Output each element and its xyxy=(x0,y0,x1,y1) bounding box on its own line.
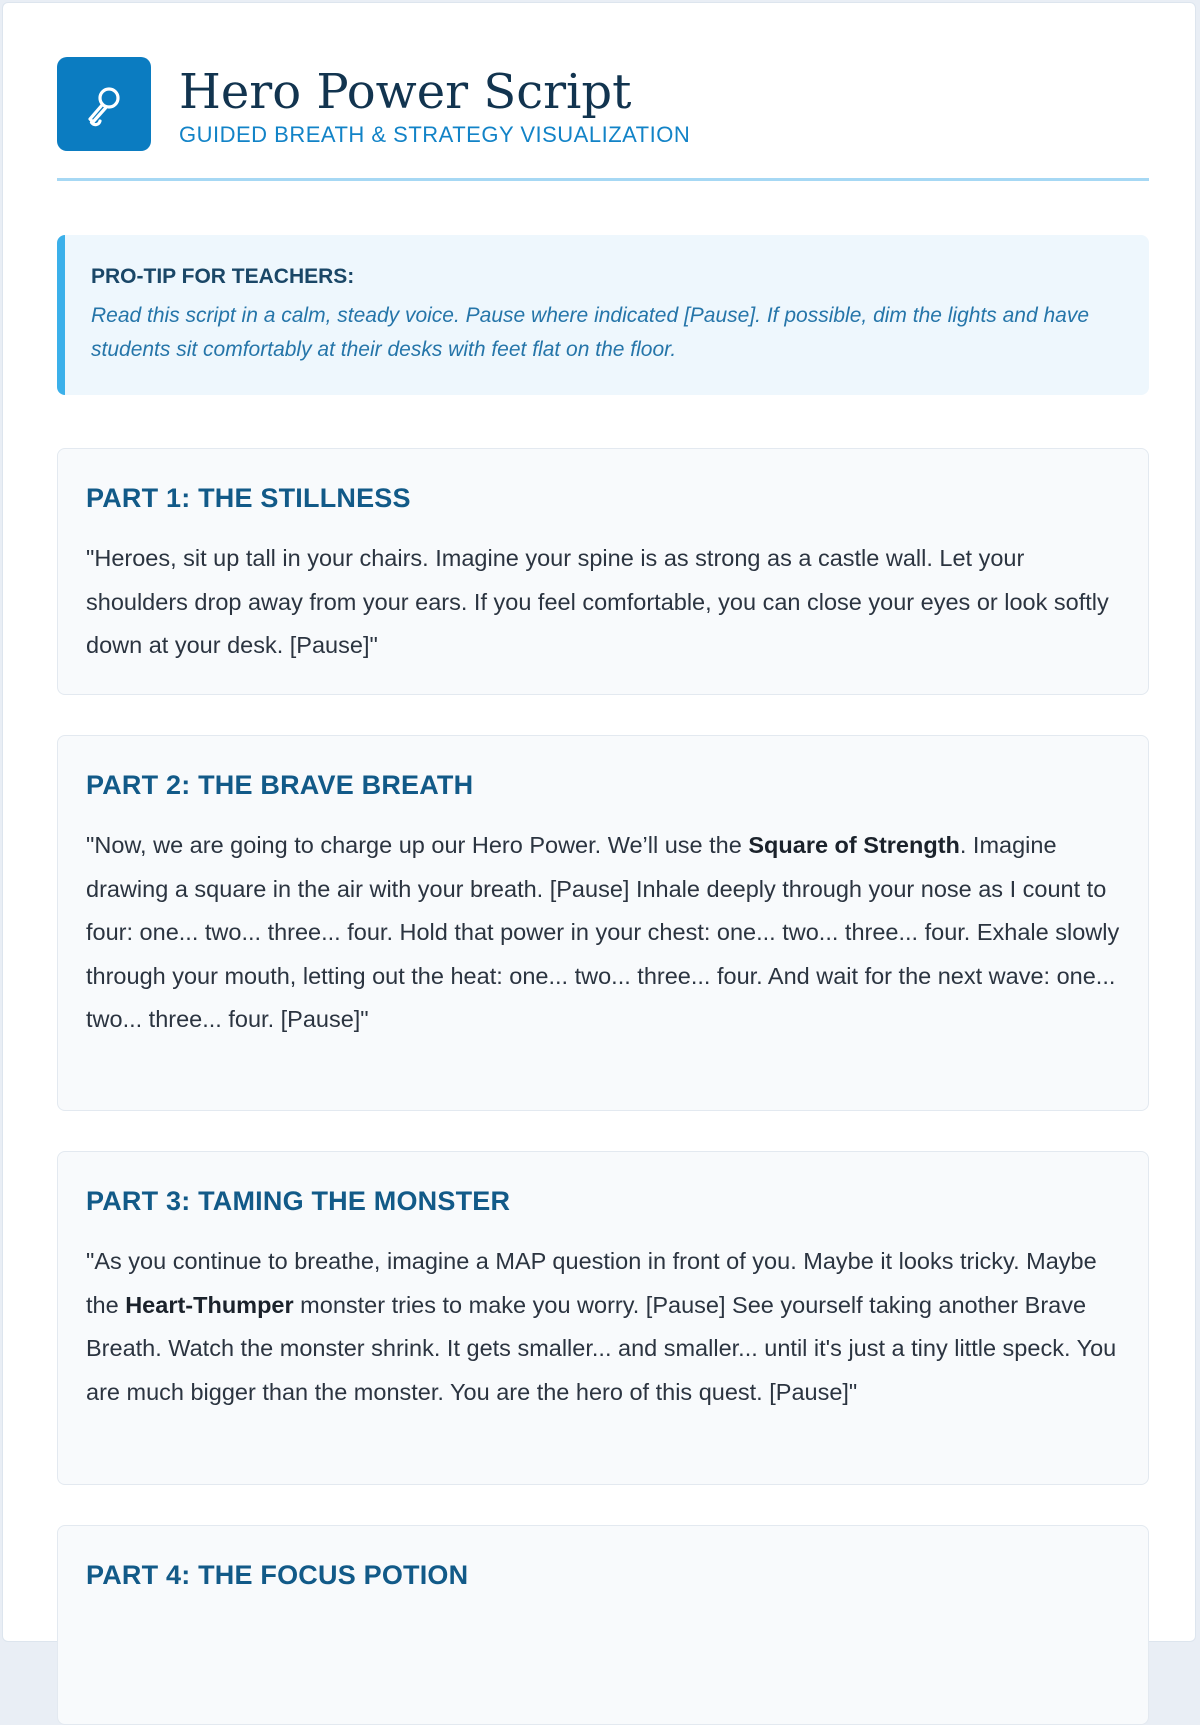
part-text: "Now, we are going to charge up our Hero Power. We’ll use the Square of Strength. Imagine drawing a square in the air with your breath. [Pause] Inhale deeply through your nose as I count to four: one... two... three... four. Hold that power in your chest: one... two... three... four. Exhale slowly through your mouth, letting out the heat: one... two... three... four. And wait for the next wave: one... two... three... four. [Pause]" xyxy=(86,832,1120,1032)
tip-text: Read this script in a calm, steady voice. Pause where indicated [Pause]. If possible, dim the lights and have students sit comfortably at their desks with feet flat on the floor. xyxy=(91,304,1090,361)
part-title: PART 4: THE FOCUS POTION xyxy=(86,1560,469,1590)
tip-label: PRO-TIP FOR TEACHERS: xyxy=(91,265,355,288)
script-part-3 xyxy=(57,1151,1149,1485)
page-header xyxy=(57,57,1149,181)
bold-term: Heart-Thumper xyxy=(125,1291,294,1318)
teacher-tip-callout xyxy=(57,235,1149,395)
part-title: PART 1: THE STILLNESS xyxy=(86,483,411,513)
script-part-4 xyxy=(57,1525,1149,1725)
script-part-2 xyxy=(57,735,1149,1111)
part-title: PART 2: THE BRAVE BREATH xyxy=(86,770,474,800)
script-part-1 xyxy=(57,448,1149,695)
page-subtitle: GUIDED BREATH & STRATEGY VISUALIZATION xyxy=(179,122,691,147)
script-page xyxy=(2,2,1196,1642)
part-text: "Heroes, sit up tall in your chairs. Imagine your spine is as strong as a castle wall. Let your shoulders drop away from your ears. If you feel comfortable, you can close your eyes or look softly down at your desk. [Pause]" xyxy=(86,545,1109,658)
page-title: Hero Power Script xyxy=(179,64,632,120)
bold-term: Square of Strength xyxy=(748,832,960,858)
part-title: PART 3: TAMING THE MONSTER xyxy=(86,1186,511,1216)
part-text: "As you continue to breathe, imagine a MAP question in front of you. Maybe it looks tricky. Maybe the Heart-Thumper monster tries to make you worry. [Pause] See yourself taking another Brave Breath. Watch the monster shrink. It gets smaller... and smaller... until it's just a tiny little speck. You are much bigger than the monster. You are the hero of this quest. [Pause]" xyxy=(86,1248,1117,1405)
microphone-icon xyxy=(57,57,151,151)
